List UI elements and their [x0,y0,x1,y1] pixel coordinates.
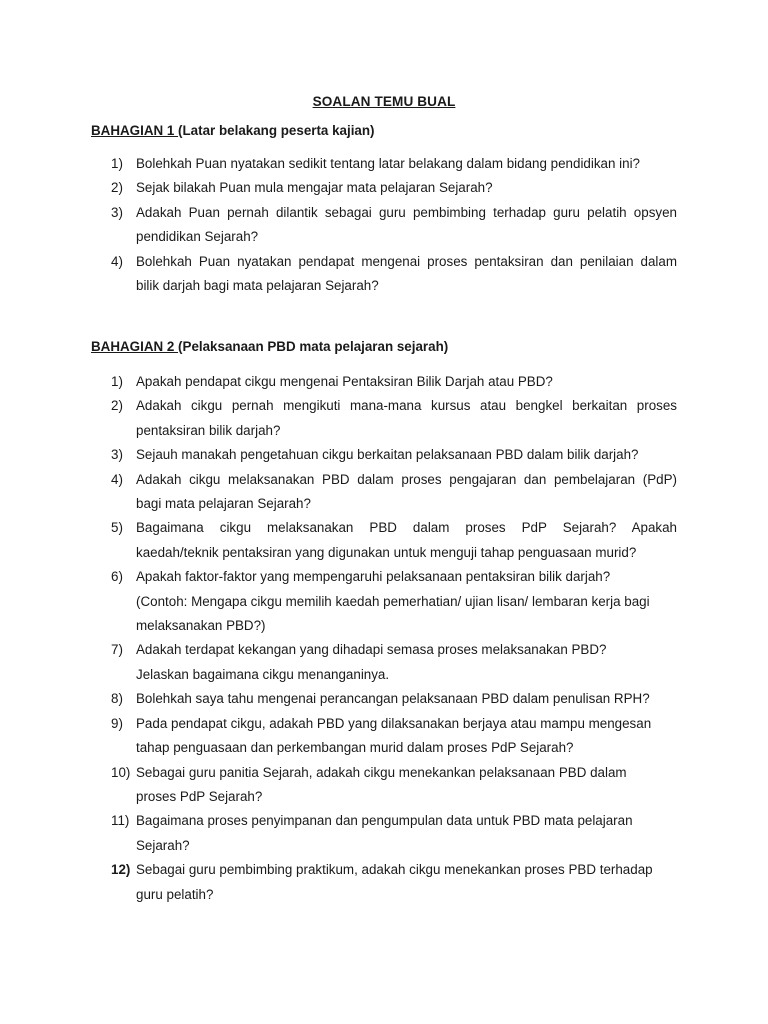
question-number: 9) [111,715,123,731]
question-number: 5) [111,520,123,536]
question-line: Sejarah? [136,837,190,853]
question-item [111,370,677,394]
question-line: Pada pendapat cikgu, adakah PBD yang dilaksanakan berjaya atau mampu mengesan [136,715,652,731]
document-title: SOALAN TEMU BUAL [312,94,456,109]
question-line: kaedah/teknik pentaksiran yang digunakan untuk menguji tahap penguasaan murid? [136,544,637,560]
question-line: pentaksiran bilik darjah? [136,422,281,438]
question-line: Bagaimana proses penyimpanan dan pengumpulan data untuk PBD mata pelajaran [136,813,633,829]
section-2-label: BAHAGIAN 2 [91,339,179,354]
question-number: 3) [111,447,123,463]
question-item [111,687,677,711]
question-line: Bolehkah Puan nyatakan sedikit tentang latar belakang dalam bidang pendidikan ini? [136,156,640,171]
question-item [111,443,677,467]
question-line: Sebagai guru pembimbing praktikum, adakah cikgu menekankan proses PBD terhadap [136,862,653,878]
question-line: Jelaskan bagaimana cikgu menanganinya. [136,666,390,682]
question-item [111,858,677,907]
question-number: 4) [111,471,123,487]
question-item [111,565,677,638]
question-line: pendidikan Sejarah? [136,229,259,245]
question-number: 7) [111,642,123,658]
question-line: Adakah cikgu melaksanakan PBD dalam proses pengajaran dan pembelajaran (PdP) [136,471,677,487]
question-line: Sejak bilakah Puan mula mengajar mata pelajaran Sejarah? [136,180,493,196]
question-item [111,809,677,858]
question-line: Adakah terdapat kekangan yang dihadapi semasa proses melaksanakan PBD? [136,642,607,658]
question-item [111,152,677,176]
question-item [111,176,677,200]
section-2-question-list [111,370,677,907]
question-line: Sejauh manakah pengetahuan cikgu berkaitan pelaksanaan PBD dalam bilik darjah? [136,447,639,463]
question-line: Sebagai guru panitia Sejarah, adakah cikgu menekankan pelaksanaan PBD dalam [136,764,627,780]
question-line: proses PdP Sejarah? [136,788,263,804]
question-number: 12) [111,862,131,878]
question-line: bagi mata pelajaran Sejarah? [136,496,311,512]
question-number: 2) [111,180,123,196]
question-item [111,201,677,250]
question-line: Adakah Puan pernah dilantik sebagai guru pembimbing terhadap guru pelatih opsyen [136,204,677,220]
question-line: tahap penguasaan dan perkembangan murid dalam proses PdP Sejarah? [136,740,574,756]
section-1-label: BAHAGIAN 1 [91,123,179,138]
question-number: 3) [111,204,123,220]
question-item [111,761,677,810]
question-number: 4) [111,253,123,269]
question-number: 1) [111,156,123,171]
section-1-subtitle: (Latar belakang peserta kajian) [178,123,375,138]
question-line: Bagaimana cikgu melaksanakan PBD dalam proses PdP Sejarah? Apakah [136,520,677,536]
question-line: bilik darjah bagi mata pelajaran Sejarah? [136,278,379,294]
question-item [111,394,677,443]
section-2-heading [91,339,448,354]
section-1-question-list [111,152,677,298]
question-number: 8) [111,691,123,707]
question-line: melaksanakan PBD?) [136,618,266,634]
question-number: 2) [111,398,123,414]
question-item [111,250,677,299]
question-line: Bolehkah Puan nyatakan pendapat mengenai proses pentaksiran dan penilaian dalam [136,253,677,269]
question-item [111,712,677,761]
question-number: 1) [111,374,123,389]
question-number: 11) [111,813,130,829]
question-line: Apakah faktor-faktor yang mempengaruhi pelaksanaan pentaksiran bilik darjah? [136,569,611,585]
question-line: Apakah pendapat cikgu mengenai Pentaksiran Bilik Darjah atau PBD? [136,374,553,389]
question-line: (Contoh: Mengapa cikgu memilih kaedah pemerhatian/ ujian lisan/ lembaran kerja bagi [136,593,650,609]
question-line: Bolehkah saya tahu mengenai perancangan pelaksanaan PBD dalam penulisan RPH? [136,691,650,707]
question-line: guru pelatih? [136,886,214,902]
question-line: Adakah cikgu pernah mengikuti mana-mana kursus atau bengkel berkaitan proses [136,398,677,414]
section-1-heading [91,123,375,138]
question-number: 10) [111,764,131,780]
question-item [111,638,677,687]
question-item [111,468,677,517]
question-number: 6) [111,569,123,585]
question-item [111,516,677,565]
section-2-subtitle: (Pelaksanaan PBD mata pelajaran sejarah) [178,339,449,354]
